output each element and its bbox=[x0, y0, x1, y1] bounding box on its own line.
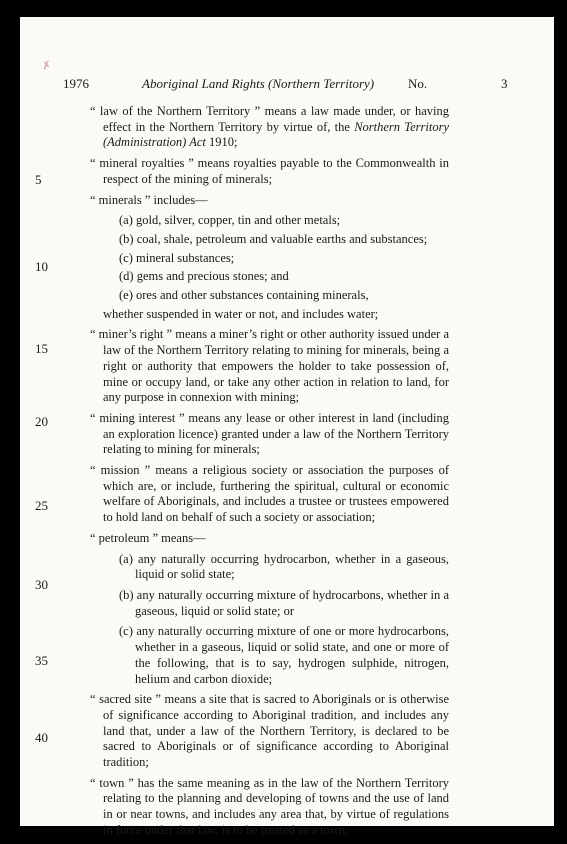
minerals-item-e: (e) ores and other substances containing minerals, bbox=[119, 288, 369, 303]
act-year: 1910; bbox=[205, 135, 238, 150]
definition-mining-interest: “ mining interest ” means any lease or other interest in land (including an exploration licence) granted under a law of the Northern Territory relating to mining for minerals; bbox=[90, 410, 449, 457]
minerals-item-d: (d) gems and precious stones; and bbox=[119, 269, 289, 284]
petroleum-item-a: (a) any naturally occurring hydrocarbon, whether in a gaseous, liquid or solid state; bbox=[119, 551, 449, 582]
header-title: Aboriginal Land Rights (Northern Territory) bbox=[142, 76, 375, 91]
definition-miners-right: “ miner’s right ” means a miner’s right or other authority issued under a law of the Northern Territory relating to mining for minerals, being a right or authority that empowers the holder to take possession of, mine or occupy land, or take any other action in relation to land, for any purpose in connexion with mining; bbox=[90, 327, 449, 405]
minerals-item-b: (b) coal, shale, petroleum and valuable earths and substances; bbox=[119, 231, 428, 246]
definition-mineral-royalties: “ mineral royalties ” means royalties payable to the Commonwealth in respect of the mining of minerals; bbox=[90, 156, 449, 186]
act-name: Northern Territory (Administration) Act bbox=[103, 119, 449, 150]
definition-minerals-lead: “ minerals ” includes— bbox=[90, 192, 208, 207]
definition-petroleum-lead: “ petroleum ” means— bbox=[90, 530, 206, 545]
line-number-15: 15 bbox=[35, 341, 48, 356]
minerals-item-a: (a) gold, silver, copper, tin and other metals; bbox=[119, 213, 341, 228]
definitions-body bbox=[77, 104, 449, 844]
definition-mission: “ mission ” means a religious society or association the purposes of which are, or include, furthering the spiritual, cultural or economic welfare of Aboriginals, and includes a trustee or trustees empowered to hold land on behalf of such a society or association; bbox=[90, 463, 449, 525]
line-number-40: 40 bbox=[35, 730, 48, 745]
line-number-25: 25 bbox=[35, 498, 48, 513]
petroleum-item-c: (c) any naturally occurring mixture of one or more hydrocarbons, whether in a gaseous, liquid or solid state, and one or more of the following, that is to say, hydrogen sulphide, nitrogen, helium and carbon dioxide; bbox=[119, 624, 449, 686]
line-number-30: 30 bbox=[35, 577, 48, 592]
definition-sacred-site: “ sacred site ” means a site that is sacred to Aboriginals or is otherwise of significance according to Aboriginal tradition, and includes any land that, under a law of the Northern Territory, is declared to be sacred to Aboriginals or of significance according to Aboriginal tradition; bbox=[90, 692, 449, 770]
minerals-tail: whether suspended in water or not, and includes water; bbox=[103, 306, 379, 321]
definition-town: “ town ” has the same meaning as in the law of the Northern Territory relating to the planning and developing of towns and the use of land in or near towns, and includes any area that, by virtue of regulations in force under that law, is to be treated as a town; bbox=[90, 775, 449, 837]
document-page bbox=[20, 17, 554, 837]
line-number-35: 35 bbox=[35, 653, 48, 668]
definition-law-of-nt bbox=[77, 104, 449, 151]
line-number-10: 10 bbox=[35, 259, 48, 274]
minerals-item-c: (c) mineral substances; bbox=[119, 250, 235, 265]
page-number: 3 bbox=[501, 76, 508, 91]
petroleum-item-b: (b) any naturally occurring mixture of hydrocarbons, whether in a gaseous, liquid or solid state; or bbox=[119, 587, 449, 618]
header-year: 1976 bbox=[63, 76, 89, 91]
line-number-20: 20 bbox=[35, 414, 48, 429]
pencil-mark: ✗ bbox=[40, 59, 53, 73]
line-number-5: 5 bbox=[35, 172, 42, 187]
definition-law-of-nt-text: “ law of the Northern Territory ” means a law made under, or having effect in the Northern Territory by virtue of, the bbox=[90, 104, 449, 134]
header-no-label: No. bbox=[408, 76, 428, 91]
